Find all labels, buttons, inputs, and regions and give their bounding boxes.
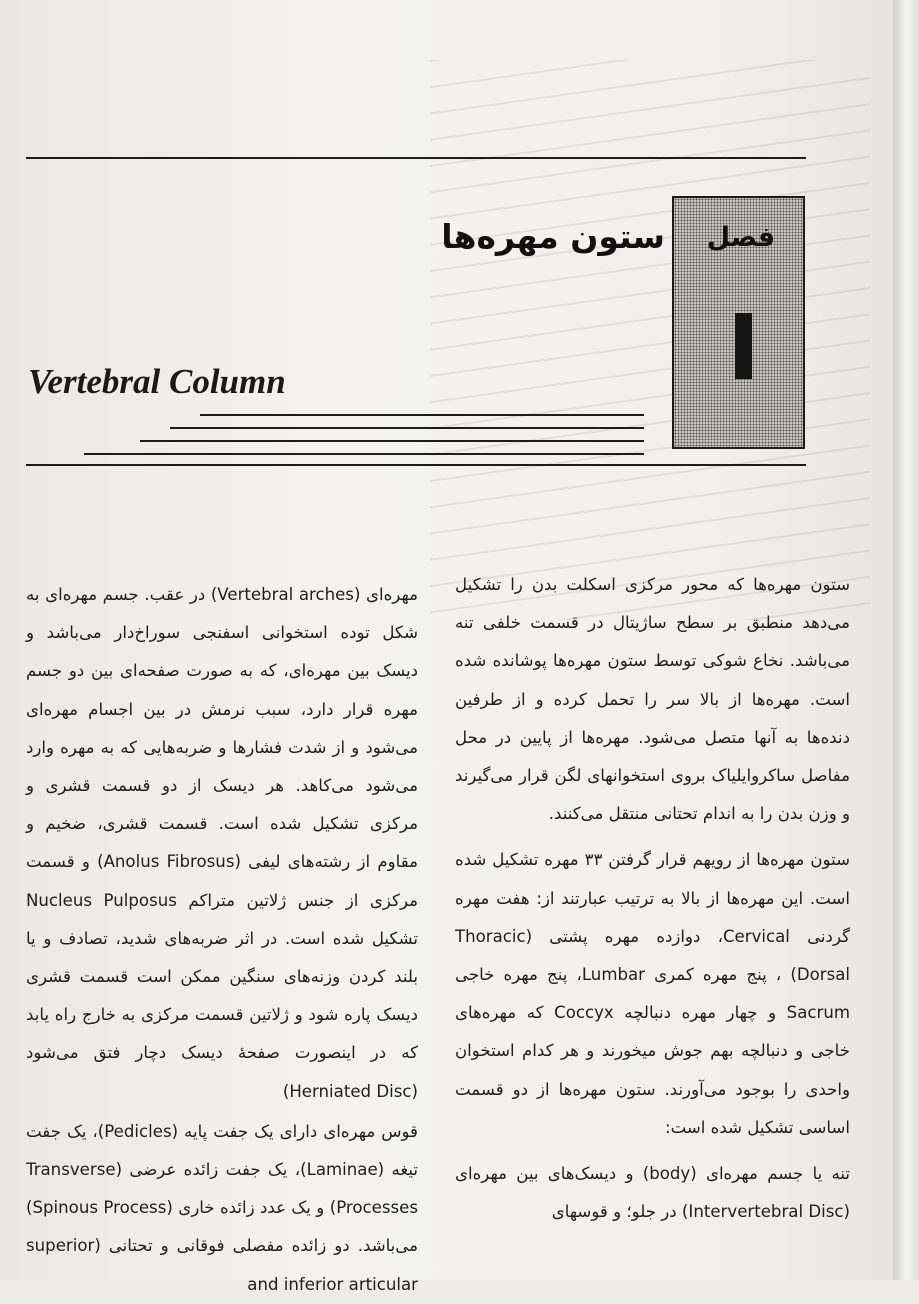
book-spine bbox=[893, 0, 919, 1280]
title-rule-3 bbox=[140, 440, 644, 442]
left-column bbox=[26, 576, 418, 1304]
chapter-number bbox=[735, 313, 752, 379]
right-column bbox=[455, 566, 850, 1231]
paragraph: مهره‌ای (Vertebral arches) در عقب. جسم مهره‌ای به شکل توده استخوانی اسفنجی سوراخ‌دار می‌باشد و دیسک بین مهره‌ای، که به صورت صفحه‌ای بین دو جسم مهره قرار دارد، سبب نرمش در بین اجسام مهره‌ای می‌شود و از شدت فشارها و ضربه‌هایی که به مهره وارد می‌شود می‌کاهد. هر دیسک از دو قسمت قشری و مرکزی تشکیل شده است. قسمت قشری، ضخیم و مقاوم از رشته‌های لیفی (Anolus Fibrosus) و قسمت مرکزی از جنس ژلاتین متراکم Nucleus Pulposus تشکیل شده است. در اثر ضربه‌های شدید، تصادف و یا بلند کردن وزنه‌های سنگین ممکن است قسمت قشری دیسک پاره شود و ژلاتین قسمت مرکزی به خارج راه یابد که در اینصورت صفحهٔ دیسک دچار فتق می‌شود (Herniated Disc) bbox=[26, 585, 419, 1101]
chapter-title-fa: ستون مهره‌ها bbox=[441, 217, 665, 256]
title-rule-2 bbox=[170, 427, 644, 429]
paragraph: ستون مهره‌ها از رویهم قرار گرفتن ۳۳ مهره تشکیل شده است. این مهره‌ها از بالا به ترتیب عبارتند از: هفت مهره گردنی Cervical، دوازده مهره پشتی (Thoracic (Dorsal ، پنج مهره کمری Lumbar، پنج مهره خاجی Sacrum و چهار مهره دنبالچه Coccyx که مهره‌های خاجی و دنبالچه بهم جوش میخورند و هر کدام استخوان واحدی را بوجود می‌آورند. ستون مهره‌ها از دو قسمت اساسی تشکیل شده است: bbox=[455, 850, 851, 1137]
paragraph: تنه یا جسم مهره‌ای (body) و دیسک‌های بین مهره‌ای (Intervertebral Disc) در جلو؛ و قوسهای bbox=[455, 1164, 850, 1222]
title-rule-5 bbox=[26, 464, 806, 466]
paragraph: قوس مهره‌ای دارای یک جفت پایه (Pedicles)، یک جفت تیغه (Laminae)، یک جفت زائده عرضی (Transverse Processes) و یک عدد زائده خاری (Spinous Process) می‌باشد. دو زائده مفصلی فوقانی و تحتانی (superior and inferior articular bbox=[26, 1121, 419, 1294]
paragraph: ستون مهره‌ها که محور مرکزی اسکلت بدن را تشکیل می‌دهد منطبق بر سطح ساژیتال در قسمت خلفی تنه می‌باشد. نخاع شوکی توسط ستون مهره‌ها پوشانده شده است. مهره‌ها از بالا سر را تحمل کرده و از طرفین دنده‌ها به آنها متصل می‌شود. مهره‌ها از پایین در محل مفاصل ساکروایلیاک بروی استخوانهای لگن قرار می‌گیرند و وزن بدن را به اندام تحتانی منتقل می‌کنند. bbox=[455, 575, 850, 824]
title-rule-4 bbox=[84, 453, 644, 455]
title-rule-1 bbox=[200, 414, 644, 416]
chapter-title-en: Vertebral Column bbox=[28, 362, 286, 401]
header-rule bbox=[26, 157, 806, 159]
chapter-label: فصل bbox=[706, 222, 776, 253]
